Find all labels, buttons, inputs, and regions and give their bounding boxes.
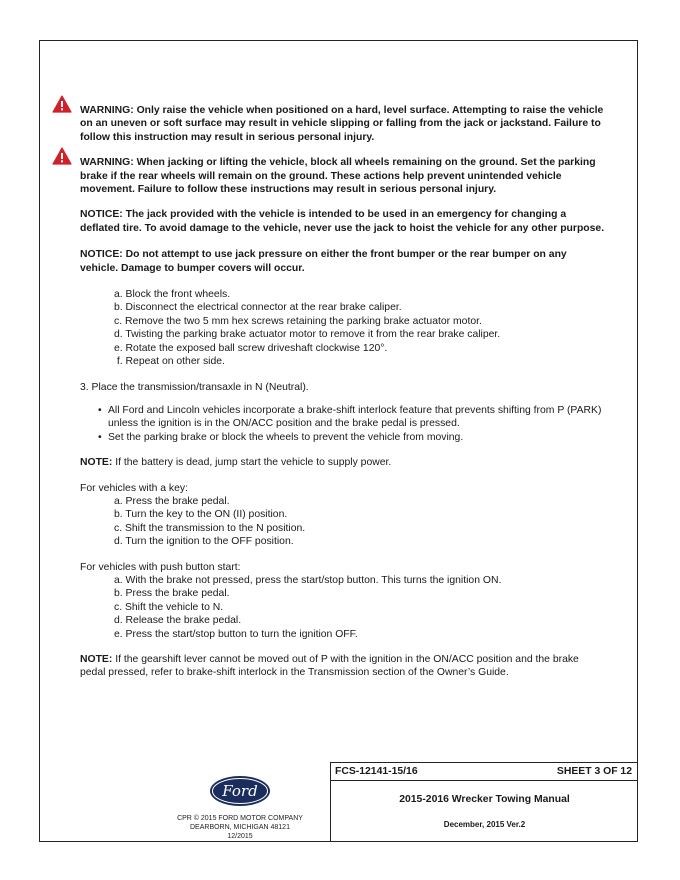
warning-1-text: WARNING: Only raise the vehicle when positioned on a hard, level surface. Attempting to raise the vehicle on an uneven or soft surface may result in vehicle slipping or falling from the jack or jackstand. Failure to follow this instruction may result in serious personal injury. bbox=[80, 105, 604, 143]
notice-2: NOTICE: Do not attempt to use jack pressure on either the front bumper or the rear bumper on any vehicle. Damage to bumper covers will occur. bbox=[80, 249, 567, 274]
list-item: b. Press the brake pedal. bbox=[114, 588, 230, 600]
key-steps bbox=[80, 495, 606, 549]
manual-title: 2015-2016 Wrecker Towing Manual bbox=[399, 794, 570, 805]
list-item: a. Press the brake pedal. bbox=[114, 495, 230, 507]
doc-number: FCS-12141-15/16 bbox=[335, 766, 418, 777]
push-section bbox=[80, 561, 606, 641]
note-label: NOTE: bbox=[80, 654, 113, 665]
list-item: c. Shift the transmission to the N position. bbox=[114, 522, 306, 534]
footer-company bbox=[160, 775, 320, 841]
list-item: a. Block the front wheels. bbox=[114, 289, 231, 301]
list-item: • All Ford and Lincoln vehicles incorporate a brake-shift interlock feature that prevents shifting from P (PARK) unless the ignition is in the ON/ACC position and the brake pedal is pressed. bbox=[98, 404, 606, 431]
manual-date: December, 2015 Ver.2 bbox=[443, 820, 526, 829]
note-label: NOTE: bbox=[80, 457, 113, 469]
warning-triangle-icon bbox=[52, 147, 72, 165]
key-section bbox=[80, 482, 606, 549]
page-content bbox=[80, 104, 606, 692]
warning-2 bbox=[80, 156, 606, 196]
list-item: b. Disconnect the electrical connector at the rear brake caliper. bbox=[114, 302, 402, 314]
sheet-number: SHEET 3 OF 12 bbox=[556, 766, 632, 777]
list-item: a. With the brake not pressed, press the start/stop button. This turns the ignition ON. bbox=[114, 574, 502, 586]
warning-2-text: WARNING: When jacking or lifting the vehicle, block all wheels remaining on the ground. Set the parking brake if the rear wheels will remain on the ground. These actions help prevent unintended vehicle movement. Failure to follow these instructions may result in serious personal injury. bbox=[80, 157, 596, 196]
warning-1 bbox=[80, 104, 606, 144]
date-code: 12/2015 bbox=[227, 833, 253, 840]
logo-text: Ford bbox=[222, 782, 258, 800]
push-steps bbox=[80, 574, 606, 641]
list-item: d. Twisting the parking brake actuator motor to remove it from the rear brake caliper. bbox=[114, 329, 501, 341]
note-gearshift bbox=[80, 653, 606, 680]
push-heading: For vehicles with push button start: bbox=[80, 561, 241, 573]
list-item: e. Press the start/stop button to turn the ignition OFF. bbox=[114, 628, 358, 640]
ford-logo bbox=[209, 775, 271, 807]
list-item: e. Rotate the exposed ball screw driveshaft clockwise 120°. bbox=[114, 342, 388, 354]
list-item: d. Release the brake pedal. bbox=[114, 615, 242, 627]
notice-1: NOTICE: The jack provided with the vehicle is intended to be used in an emergency for changing a deflated tire. To avoid damage to the vehicle, never use the jack to hoist the vehicle for any other purpose. bbox=[80, 209, 605, 234]
copyright: CPR © 2015 FORD MOTOR COMPANY bbox=[177, 815, 303, 822]
address: DEARBORN, MICHIGAN 48121 bbox=[190, 824, 290, 831]
note-text: If the gearshift lever cannot be moved out of P with the ignition in the ON/ACC position and the brake pedal pressed, refer to brake-shift interlock in the Transmission section of the Owner’s Guide. bbox=[80, 654, 579, 679]
note-text: If the battery is dead, jump start the vehicle to supply power. bbox=[112, 457, 392, 469]
list-item: • Set the parking brake or block the wheels to prevent the vehicle from moving. bbox=[98, 431, 606, 444]
note-battery bbox=[80, 456, 606, 469]
substep-list bbox=[80, 288, 606, 368]
title-block bbox=[330, 762, 638, 842]
list-item: f. Repeat on other side. bbox=[114, 356, 225, 368]
list-item: c. Remove the two 5 mm hex screws retaining the parking brake actuator motor. bbox=[114, 315, 482, 327]
key-heading: For vehicles with a key: bbox=[80, 482, 188, 494]
list-item: c. Shift the vehicle to N. bbox=[114, 601, 224, 613]
warning-triangle-icon bbox=[52, 95, 72, 113]
list-item: d. Turn the ignition to the OFF position. bbox=[114, 536, 294, 548]
bullet-list bbox=[80, 404, 606, 444]
step-3: 3. Place the transmission/transaxle in N (Neutral). bbox=[80, 381, 309, 393]
title-block-header bbox=[331, 763, 638, 781]
list-item: b. Turn the key to the ON (II) position. bbox=[114, 509, 288, 521]
